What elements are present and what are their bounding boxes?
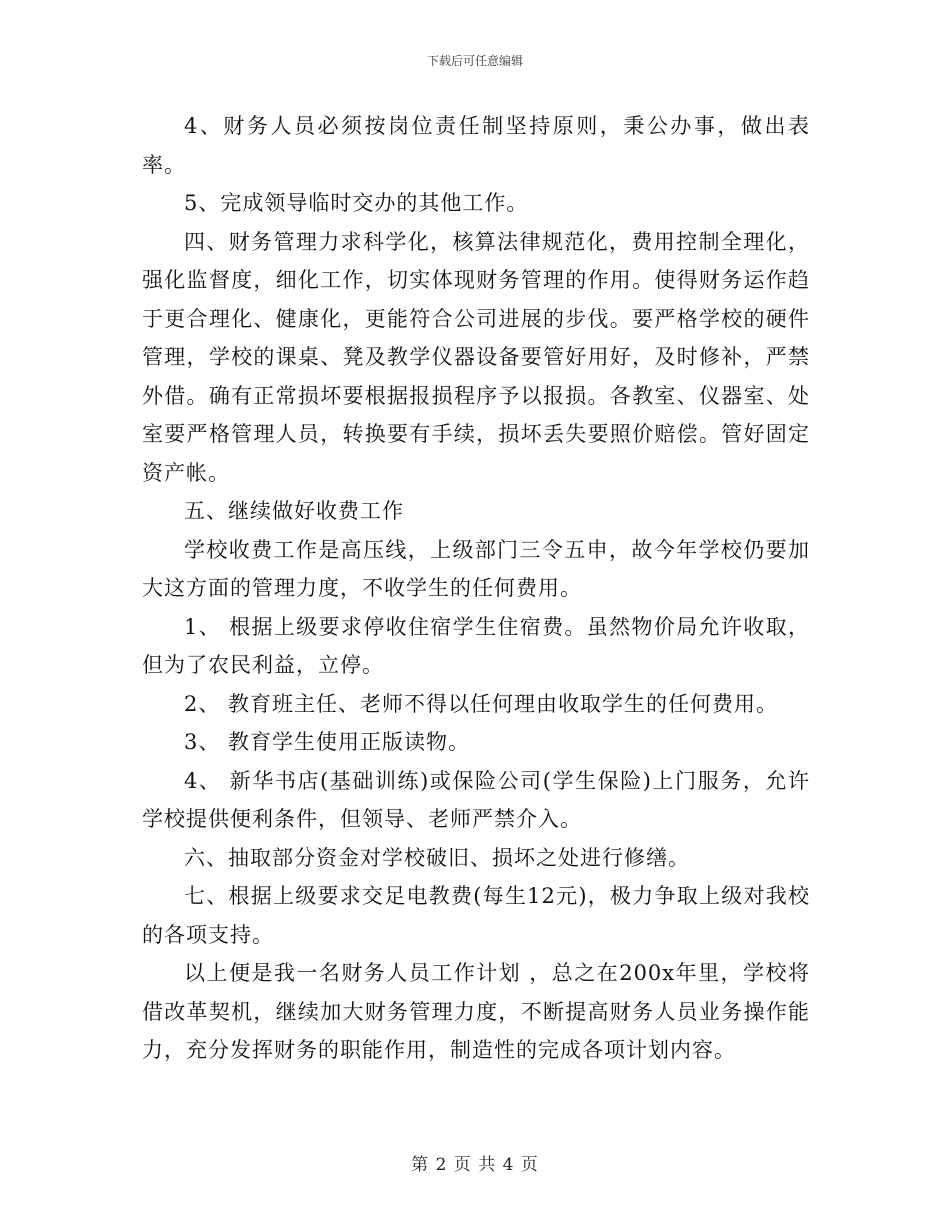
paragraph-conclusion: 以上便是我一名财务人员工作计划 ，总之在200x年里，学校将借改革契机，继续加大财务管理力度，不断提高财务人员业务操作能力，充分发挥财务的职能作用，制造性的完成各项计划内容。 (142, 961, 810, 1062)
paragraph-fee-item-2: 2、 教育班主任、老师不得以任何理由收取学生的任何费用。 (184, 691, 779, 716)
paragraph-section-5-heading: 五、继续做好收费工作 (184, 499, 404, 523)
paragraph-fee-item-4: 4、 新华书店(基础训练)或保险公司(学生保险)上门服务，允许学校提供便利条件，但领导、老师严禁介入。 (142, 768, 810, 831)
paragraph-section-7-av-fee: 七、根据上级要求交足电教费(每生12元)，极力争取上级对我校的各项支持。 (142, 884, 810, 947)
document-body (142, 107, 810, 1070)
paragraph-item-4-staff-duty: 4、财务人员必须按岗位责任制坚持原则，秉公办事，做出表率。 (142, 114, 810, 177)
paragraph-item-5-other-tasks: 5、完成领导临时交办的其他工作。 (184, 191, 529, 215)
paragraph-section-6-repairs: 六、抽取部分资金对学校破旧、损坏之处进行修缮。 (184, 845, 690, 870)
paragraph-fee-item-3: 3、 教育学生使用正版读物。 (184, 730, 471, 754)
page-header: 下载后可任意编辑 (426, 54, 523, 68)
paragraph-section-4-financial-management: 四、财务管理力求科学化，核算法律规范化，费用控制全理化，强化监督度，细化工作，切实体现财务管理的作用。使得财务运作趋于更合理化、健康化，更能符合公司进展的步伐。要严格学校的硬件管理，学校的课桌、凳及教学仪器设备要管好用好，及时修补，严禁外借。确有正常损坏要根据报损程序予以报损。各教室、仪器室、处室要严格管理人员，转换要有手续，损坏丢失要照价赔偿。管好固定资产帐。 (142, 229, 810, 485)
page-number-footer: 第 2 页 共 4 页 (411, 1155, 539, 1175)
paragraph-fee-item-1: 1、 根据上级要求停收住宿学生住宿费。虽然物价局允许收取，但为了农民利益，立停。 (142, 614, 810, 677)
paragraph-fee-policy: 学校收费工作是高压线，上级部门三令五申，故今年学校仍要加大这方面的管理力度，不收学生的任何费用。 (142, 537, 810, 600)
